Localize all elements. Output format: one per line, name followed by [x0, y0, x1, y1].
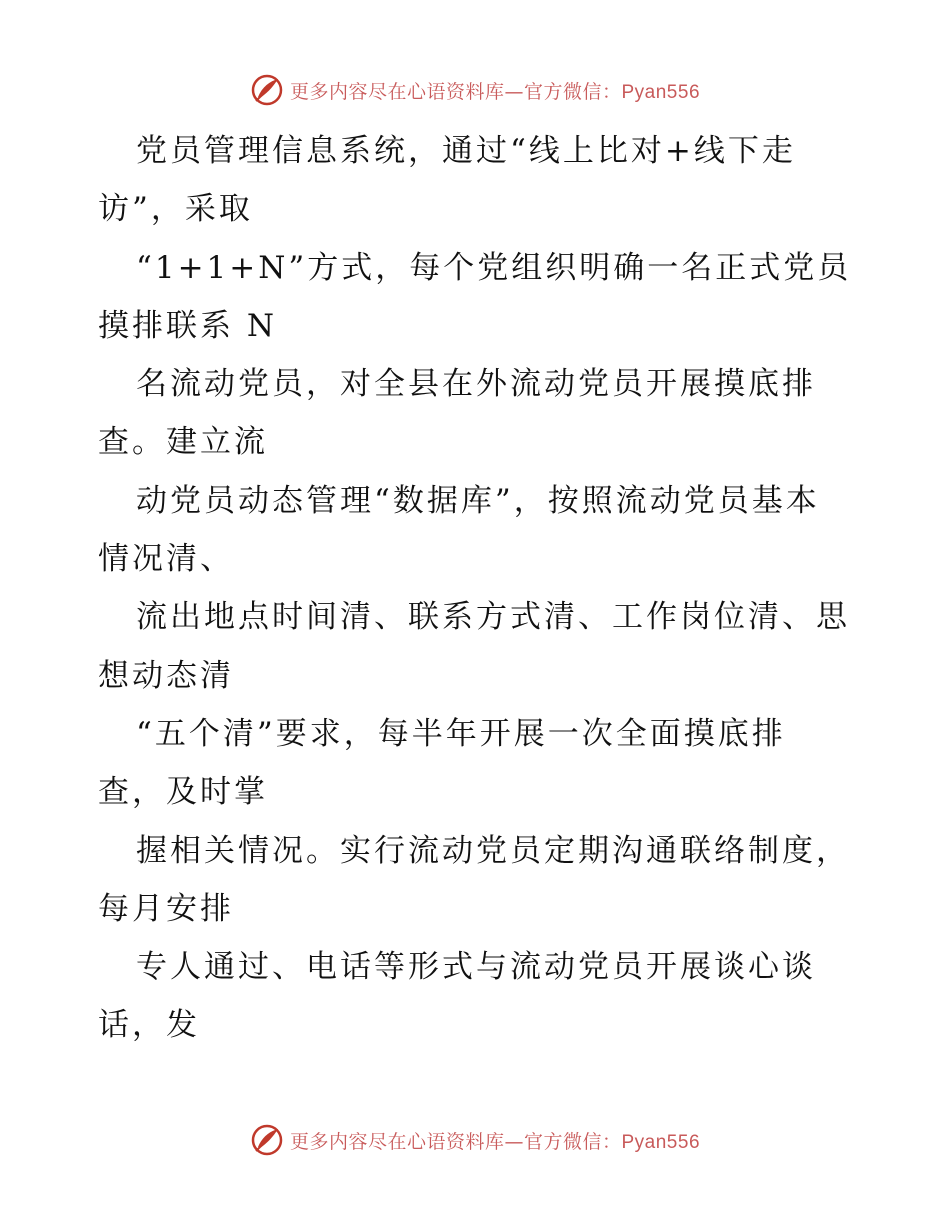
text-line: 动党员动态管理“数据库”，按照流动党员基本 — [136, 482, 820, 519]
text-line: 专人通过、电话等形式与流动党员开展谈心谈 — [136, 949, 816, 986]
document-body — [98, 122, 868, 1055]
text-line: 名流动党员，对全县在外流动党员开展摸底排 — [136, 366, 816, 403]
watermark-text: 更多内容尽在心语资料库—官方微信：Pyan556 — [289, 80, 701, 103]
header-watermark — [0, 70, 950, 110]
text-line: 握相关情况。实行流动党员定期沟通联络制度， — [136, 832, 850, 869]
text-line: 流出地点时间清、联系方式清、工作岗位清、思 — [136, 599, 850, 636]
text-line: 党员管理信息系统，通过“线上比对+线下走 — [136, 133, 796, 169]
feather-logo-icon — [250, 1123, 284, 1157]
text-line: 每月安排 — [98, 890, 234, 927]
text-line: 查。建立流 — [98, 424, 268, 461]
footer-watermark — [0, 1120, 950, 1160]
text-line: 访”，采取 — [98, 191, 253, 228]
feather-logo-icon — [250, 73, 284, 107]
text-line: 想动态清 — [98, 657, 234, 694]
text-line: “1+1+N”方式，每个党组织明确一名正式党员 — [136, 249, 852, 286]
text-line: 摸排联系 N — [98, 307, 277, 344]
text-line: 话，发 — [98, 1007, 200, 1044]
watermark-text: 更多内容尽在心语资料库—官方微信：Pyan556 — [289, 1130, 701, 1153]
text-line: 查，及时掌 — [98, 774, 268, 811]
text-line: “五个清”要求，每半年开展一次全面摸底排 — [136, 715, 786, 752]
text-line: 情况清、 — [98, 541, 234, 578]
